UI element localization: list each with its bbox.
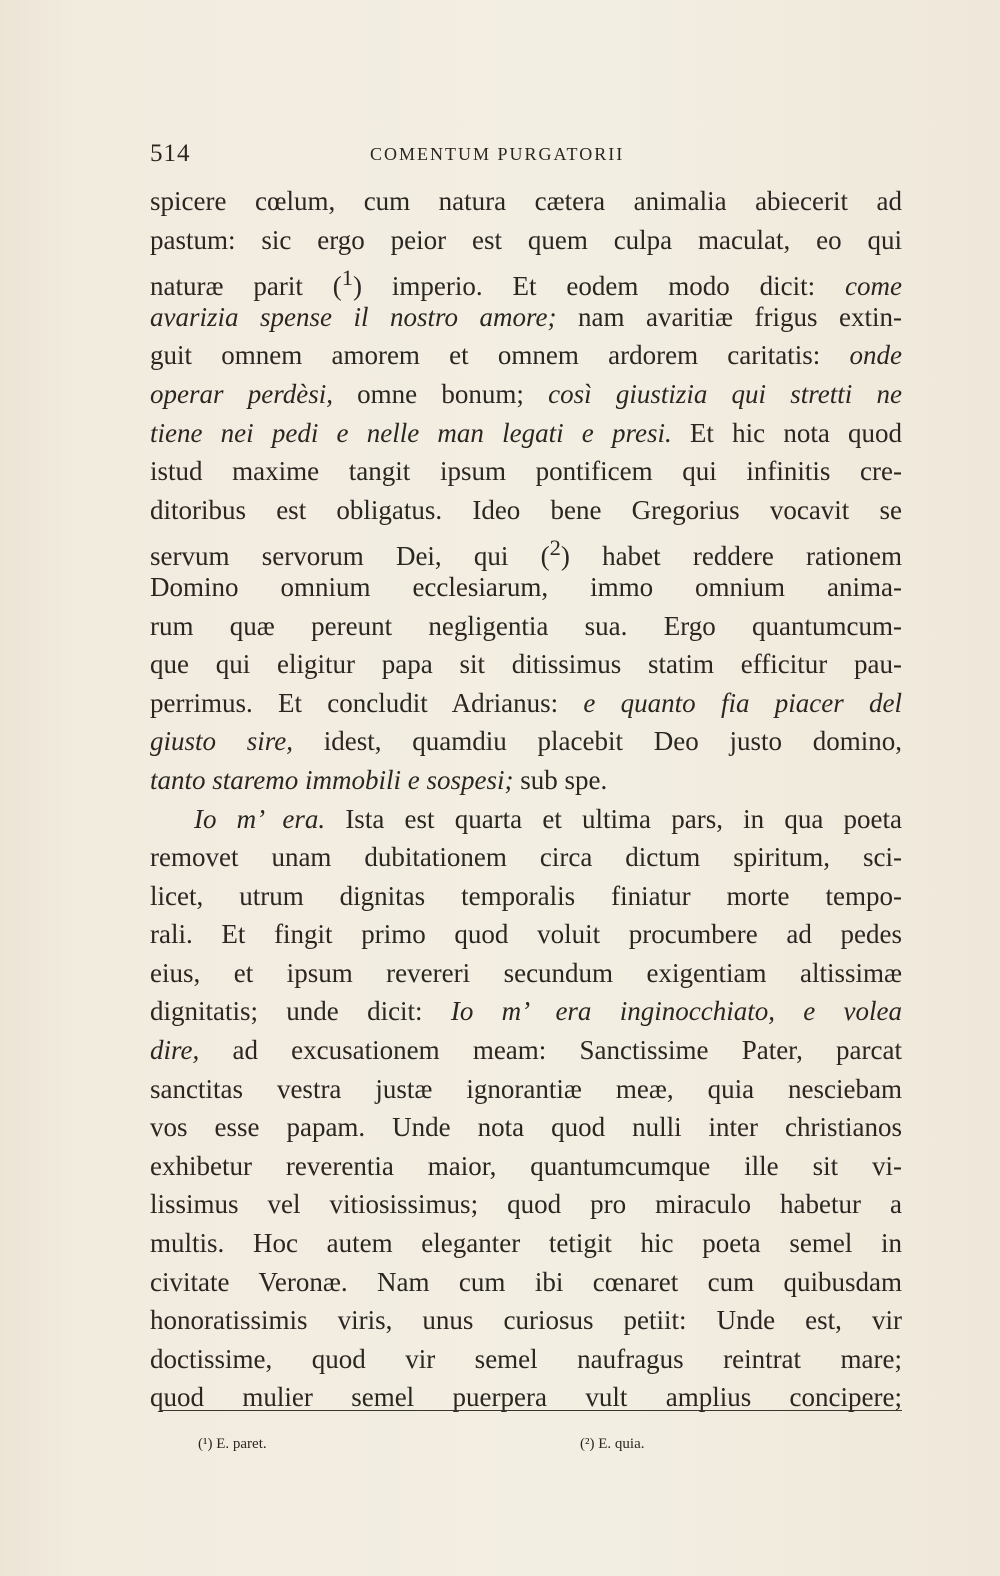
text-line: removet unam dubitationem circa dictum spiritum, sci- <box>150 842 902 873</box>
footnotes <box>198 1436 898 1460</box>
text-line: perrimus. Et concludit Adrianus: e quanto fia piacer del <box>150 687 903 718</box>
text-line: avarizia spense il nostro amore; nam avaritiæ frigus extin- <box>150 301 902 332</box>
body-text <box>150 182 902 1417</box>
text-line: sanctitas vestra justæ ignorantiæ meæ, quia nesciebam <box>150 1073 902 1104</box>
text-line: dignitatis; unde dicit: Io m’ era inginocchiato, e volea <box>150 996 902 1027</box>
text-line: exhibetur reverentia maior, quantumcumque ille sit vi- <box>150 1150 902 1181</box>
text-line: quod mulier semel puerpera vult amplius concipere; <box>150 1382 902 1413</box>
text-line: rali. Et fingit primo quod voluit procumbere ad pedes <box>150 919 902 950</box>
text-line: civitate Veronæ. Nam cum ibi cœnaret cum quibusdam <box>150 1266 902 1297</box>
text-line: multis. Hoc autem eleganter tetigit hic poeta semel in <box>150 1228 902 1259</box>
text-line: pastum: sic ergo peior est quem culpa maculat, eo qui <box>150 224 902 255</box>
running-head: COMENTUM PURGATORII <box>370 144 625 164</box>
footnote-2: (²) E. quia. <box>580 1436 645 1452</box>
text-line: istud maxime tangit ipsum pontificem qui infinitis cre- <box>150 456 902 487</box>
text-line: tiene nei pedi e nelle man legati e presi. Et hic nota quod <box>150 417 903 448</box>
text-line: licet, utrum dignitas temporalis finiatur morte tempo- <box>150 880 902 911</box>
page-number: 514 <box>150 140 191 167</box>
text-line: operar perdèsi, omne bonum; così giustizia qui stretti ne <box>150 378 902 409</box>
text-line: lissimus vel vitiosissimus; quod pro miraculo habetur a <box>150 1189 902 1220</box>
page-header <box>150 140 902 170</box>
text-line: doctissime, quod vir semel naufragus reintrat mare; <box>150 1343 902 1374</box>
text-line: rum quæ pereunt negligentia sua. Ergo quantumcum- <box>150 610 902 641</box>
text-line: naturæ parit ($^1$) imperio. Et eodem modo dicit: come <box>150 265 902 302</box>
footnote-divider <box>160 1410 902 1411</box>
text-line: que qui eligitur papa sit ditissimus statim efficitur pau- <box>150 649 902 680</box>
footnote-1: (¹) E. paret. <box>198 1436 267 1452</box>
text-line: guit omnem amorem et omnem ardorem caritatis: onde <box>150 340 902 371</box>
text-line: spicere cœlum, cum natura cætera animalia abiecerit ad <box>150 186 902 216</box>
text-line: ditoribus est obligatus. Ideo bene Gregorius vocavit se <box>150 494 902 525</box>
text-line: tanto staremo immobili e sospesi; sub spe. <box>150 764 608 795</box>
text-line: vos esse papam. Unde nota quod nulli inter christianos <box>150 1112 902 1143</box>
text-line: Domino omnium ecclesiarum, immo omnium anima- <box>150 571 902 602</box>
text-line: honoratissimis viris, unus curiosus petiit: Unde est, vir <box>150 1305 902 1336</box>
text-line: servum servorum Dei, qui ($^2$) habet reddere rationem <box>150 535 903 572</box>
text-line: giusto sire, idest, quamdiu placebit Deo justo domino, <box>150 726 902 757</box>
text-line: eius, et ipsum revereri secundum exigentiam altissimæ <box>150 957 902 988</box>
text-line: dire, ad excusationem meam: Sanctissime Pater, parcat <box>150 1035 902 1066</box>
text-line: Io m’ era. Ista est quarta et ultima pars, in qua poeta <box>194 803 902 834</box>
